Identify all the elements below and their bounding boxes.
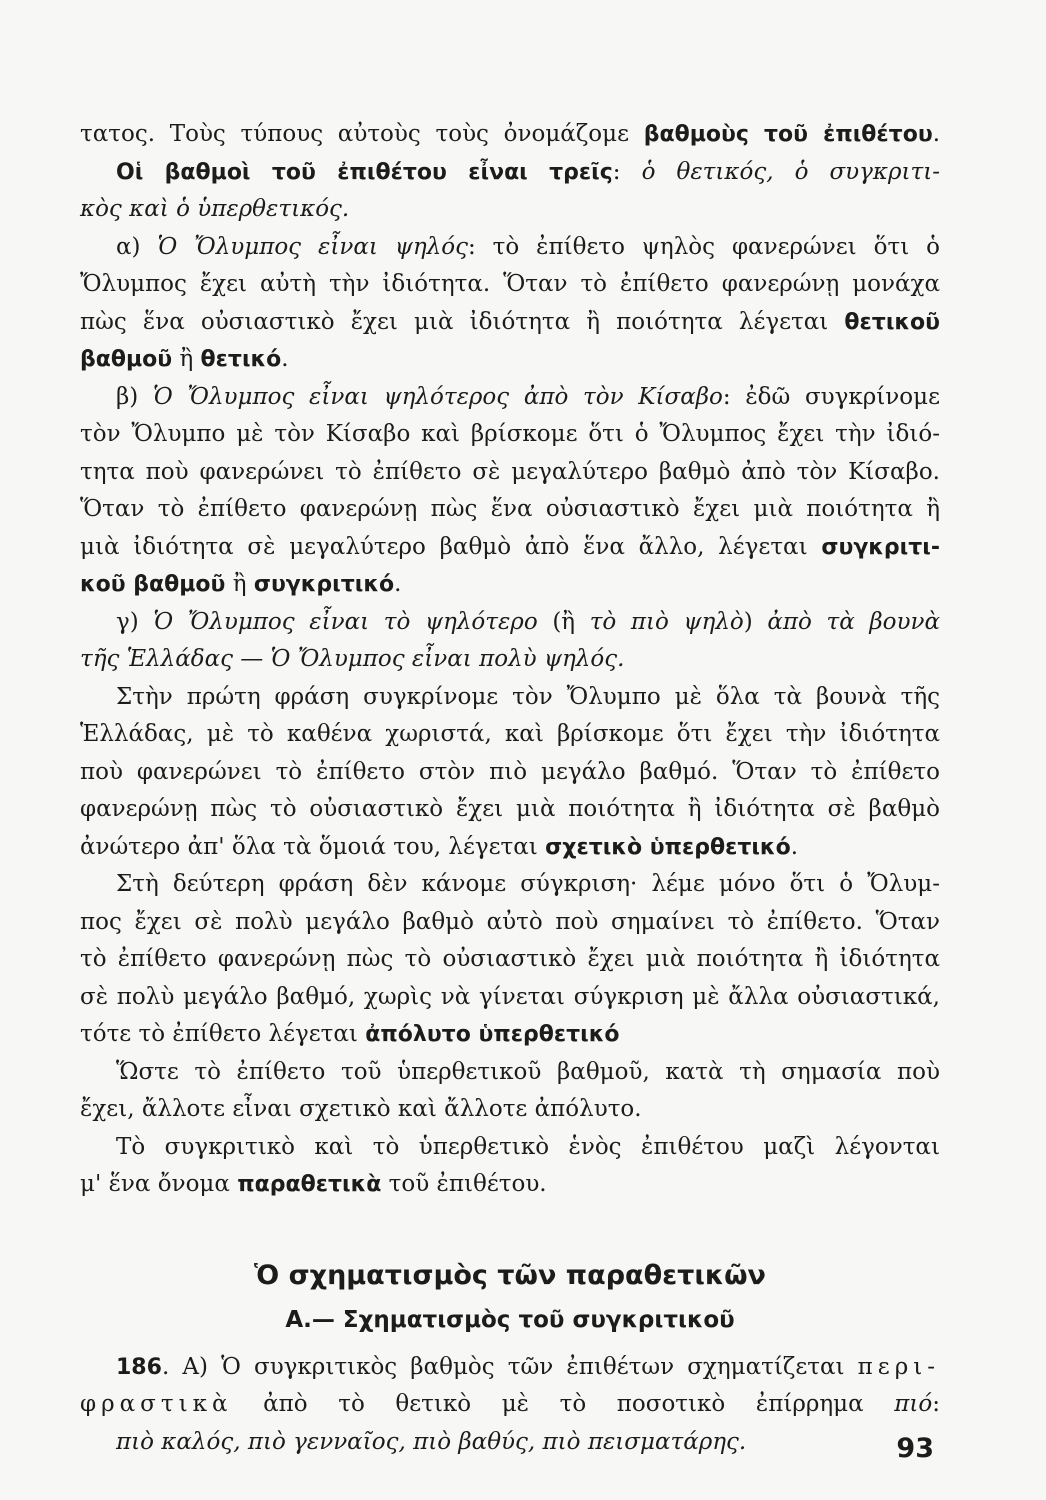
text-line (80, 304, 940, 342)
text-line (80, 491, 940, 529)
bold-term: Οἱ βαθμοὶ τοῦ ἐπιθέτου εἶναι τρεῖς (116, 159, 613, 185)
text-line (80, 1054, 940, 1092)
text-line (80, 1091, 940, 1129)
text-run: τατος. Τοὺς τύπους αὐτοὺς τοὺς ὀνομάζομε (80, 121, 644, 147)
text-run: ποὺ φανερώνει τὸ ἐπίθετο στὸν πιὸ μεγάλο βαθμό. Ὅταν τὸ ἐπίθετο (80, 758, 940, 785)
text-run: . (932, 121, 940, 147)
italic-example: Ὁ Ὄλυμπος εἶναι ψηλός (157, 233, 468, 260)
bold-term: βαθμοὺς τοῦ ἐπιθέτου (643, 122, 933, 147)
spaced-text: φραστικὰ (80, 1391, 233, 1417)
text-run: Τὸ συγκριτικὸ καὶ τὸ ὑπερθετικὸ ἑνὸς ἐπιθέτου μαζὶ λέγονται (116, 1133, 940, 1160)
bold-term: βαθμοῦ (80, 347, 173, 372)
text-line (80, 266, 940, 304)
text-line (80, 1016, 940, 1054)
subsection-heading (80, 1302, 940, 1338)
text-line (80, 941, 940, 979)
text-line (80, 191, 940, 229)
text-line (80, 791, 940, 829)
text-line (80, 829, 940, 867)
text-run: . (394, 571, 402, 597)
text-run: . (790, 833, 798, 860)
text-line (80, 1386, 940, 1424)
text-line (80, 1166, 940, 1204)
text-line (80, 566, 940, 604)
text-line (80, 416, 940, 454)
text-line (80, 1349, 940, 1387)
text-run: β) (116, 383, 153, 410)
bold-term: ἀπόλυτο ὑπερθετικό (365, 1022, 620, 1047)
text-run: : (612, 158, 642, 185)
italic-example: πιό (894, 1391, 933, 1417)
text-run: γ) (116, 608, 154, 635)
italic-example: Ὁ Ὄλυμπος εἶναι πολὺ ψηλός. (270, 646, 625, 672)
text-line (80, 1424, 940, 1462)
bold-term: συγκριτι- (821, 534, 940, 560)
italic-example: ὁ θετικός, ὁ συγκριτι- (641, 158, 941, 185)
italic-example: πιὸ καλός, πιὸ γενναῖος, πιὸ βαθύς, πιὸ πεισματάρης. (116, 1428, 747, 1455)
text-run: φανερώνῃ πὼς τὸ οὐσιαστικὸ ἔχει μιὰ ποιότητα ἢ ἰδιότητα σὲ βαθμὸ (80, 796, 940, 822)
bold-term: 186 (116, 1354, 162, 1380)
text-line (80, 866, 940, 904)
text-line (80, 229, 940, 267)
page-number: 93 (896, 1433, 934, 1464)
text-run: : ἐδῶ συγκρίνομε (722, 383, 940, 410)
italic-example: Ὁ Ὄλυμπος εἶναι ψηλότερος ἀπὸ τὸν Κίσαβο (152, 383, 723, 410)
text-run: τητα ποὺ φανερώνει τὸ ἐπίθετο σὲ μεγαλύτερο βαθμὸ ἀπὸ τὸν Κίσαβο. (80, 458, 940, 485)
text-line (80, 754, 940, 792)
bold-term: θετικό (200, 347, 282, 372)
text-run: ἔχει, ἄλλοτε εἶναι σχετικὸ καὶ ἄλλοτε ἀπόλυτο. (80, 1096, 642, 1122)
bold-term: παραθετικὰ (237, 1172, 382, 1197)
text-line (80, 716, 940, 754)
text-line (80, 904, 940, 942)
text-run: πος ἔχει σὲ πολὺ μεγάλο βαθμὸ αὐτὸ ποὺ σημαίνει τὸ ἐπίθετο. Ὅταν (80, 908, 940, 935)
bold-term: κοῦ βαθμοῦ (80, 572, 226, 597)
text-line (80, 1129, 940, 1167)
text-run: ἀνώτερο ἀπ' ὅλα τὰ ὅμοιά του, λέγεται (80, 833, 546, 860)
text-run: ἢ (172, 346, 201, 372)
text-run: Ὄλυμπος ἔχει αὐτὴ τὴν ἰδιότητα. Ὅταν τὸ ἐπίθετο φανερώνῃ μονάχα (80, 271, 940, 297)
text-run: Στὴν πρώτη φράση συγκρίνομε τὸν Ὄλυμπο μὲ ὅλα τὰ βουνὰ τῆς (116, 683, 940, 710)
section-heading (80, 1256, 940, 1296)
text-run: Στὴ δεύτερη φράση δὲν κάνομε σύγκριση· λέμε μόνο ὅτι ὁ Ὄλυμ- (116, 871, 940, 897)
italic-example: τὸ πιὸ ψηλὸ (589, 608, 744, 635)
text-run: . Α) Ὁ συγκριτικὸς βαθμὸς τῶν ἐπιθέτων σχηματίζεται (161, 1353, 858, 1380)
italic-example: ἀπὸ τὰ βουνὰ (767, 608, 941, 635)
text-run: ἢ (225, 571, 254, 597)
italic-example: κὸς καὶ ὁ ὑπερθετικός. (80, 196, 350, 222)
text-line (80, 529, 940, 567)
text-run: ) (743, 608, 768, 635)
text-line (80, 641, 940, 679)
text-run: πὼς ἕνα οὐσιαστικὸ ἔχει μιὰ ἰδιότητα ἢ ποιότητα λέγεται (80, 308, 845, 335)
text-line (80, 454, 940, 492)
text-line (80, 979, 940, 1017)
text-line (80, 604, 940, 642)
text-run: Ἑλλάδας, μὲ τὸ καθένα χωριστά, καὶ βρίσκομε ὅτι ἔχει τὴν ἰδιότητα (80, 721, 940, 747)
text-run: μιὰ ἰδιότητα σὲ μεγαλύτερο βαθμὸ ἀπὸ ἕνα ἄλλο, λέγεται (80, 533, 822, 560)
text-line (80, 341, 940, 379)
text-run: Ὥστε τὸ ἐπίθετο τοῦ ὑπερθετικοῦ βαθμοῦ, κατὰ τὴ σημασία ποὺ (116, 1058, 940, 1085)
text-line (80, 679, 940, 717)
text-run: α) (116, 233, 158, 260)
italic-example: Ὁ Ὄλυμπος εἶναι τὸ ψηλότερο (153, 608, 538, 635)
bold-term: συγκριτικό (253, 572, 395, 597)
text-run: Ὅταν τὸ ἐπίθετο φανερώνῃ πὼς ἕνα οὐσιαστικὸ ἔχει μιὰ ποιότητα ἢ (80, 496, 940, 522)
text-run: . (281, 346, 289, 372)
text-run: τὸ ἐπίθετο φανερώνῃ πὼς τὸ οὐσιαστικὸ ἔχει μιὰ ποιότητα ἢ ἰδιότητα (80, 946, 940, 972)
text-line (80, 379, 940, 417)
italic-example: τῆς Ἑλλάδας (80, 646, 233, 672)
text-run: μ' ἕνα ὄνομα (80, 1171, 238, 1197)
text-run: τὸν Ὄλυμπο μὲ τὸν Κίσαβο καὶ βρίσκομε ὅτι ὁ Ὄλυμπος ἔχει τὴν ἰδιό- (80, 421, 940, 447)
page-text (80, 116, 940, 1461)
text-run: τοῦ ἐπιθέτου. (381, 1171, 547, 1197)
text-run: σὲ πολὺ μεγάλο βαθμό, χωρὶς νὰ γίνεται σύγκριση μὲ ἄλλα οὐσιαστικά, (80, 983, 940, 1010)
text-run: (ἢ (537, 608, 590, 635)
text-run: : τὸ ἐπίθετο ψηλὸς φανερώνει ὅτι ὁ (467, 233, 940, 260)
bold-term: σχετικὸ ὑπερθετικό (545, 834, 791, 860)
spaced-text: περι- (857, 1353, 940, 1380)
bold-term: θετικοῦ (844, 309, 940, 335)
text-run: Α.— Σχηματισμὸς τοῦ συγκριτικοῦ (285, 1306, 735, 1333)
text-run: — (233, 646, 271, 672)
text-run: : (932, 1391, 940, 1417)
text-line (80, 116, 940, 154)
text-run: ἀπὸ τὸ θετικὸ μὲ τὸ ποσοτικὸ ἐπίρρημα (232, 1391, 895, 1417)
text-run: Ὁ σχηματισμὸς τῶν παραθετικῶν (254, 1259, 766, 1291)
text-line (80, 154, 940, 192)
text-run: τότε τὸ ἐπίθετο λέγεται (80, 1021, 366, 1047)
